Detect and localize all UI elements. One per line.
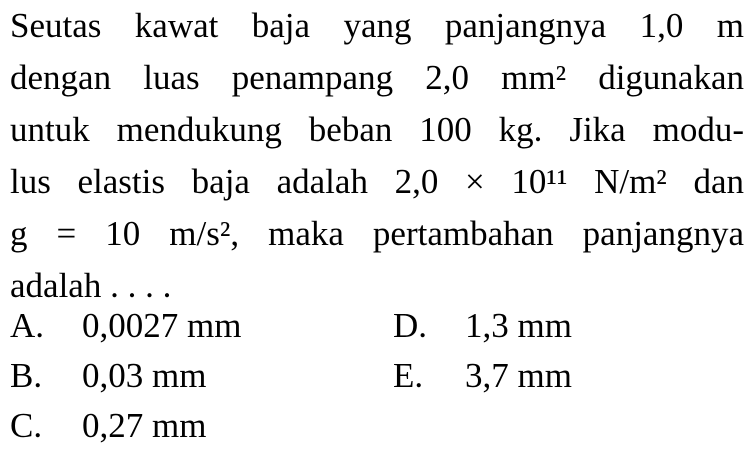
option-text: 1,3 mm: [465, 306, 572, 345]
question-line-1: Seutas kawat baja yang panjangnya 1,0 m: [10, 6, 744, 45]
question-line-4: lus elastis baja adalah 2,0 × 10¹¹ N/m² dan: [10, 162, 744, 201]
option-b[interactable]: [10, 352, 206, 400]
option-text: 0,27 mm: [82, 406, 207, 445]
option-e[interactable]: [393, 352, 572, 400]
option-text: 0,0027 mm: [82, 306, 242, 345]
question-line-5: g = 10 m/s², maka pertambahan panjangnya: [10, 214, 744, 253]
option-text: 0,03 mm: [82, 356, 207, 395]
question-line-6: adalah . . . .: [10, 266, 172, 305]
option-letter: C.: [10, 406, 43, 445]
option-a[interactable]: [10, 302, 241, 350]
option-letter: B.: [10, 356, 43, 395]
option-letter: D.: [393, 306, 428, 345]
question-text: [10, 0, 744, 312]
question-line-2: dengan luas penampang 2,0 mm² digunakan: [10, 58, 744, 97]
option-letter: E.: [393, 356, 424, 395]
option-text: 3,7 mm: [465, 356, 572, 395]
question-line-3: untuk mendukung beban 100 kg. Jika modu-: [10, 110, 744, 149]
option-letter: A.: [10, 306, 45, 345]
option-d[interactable]: [393, 302, 572, 350]
option-c[interactable]: [10, 402, 206, 450]
